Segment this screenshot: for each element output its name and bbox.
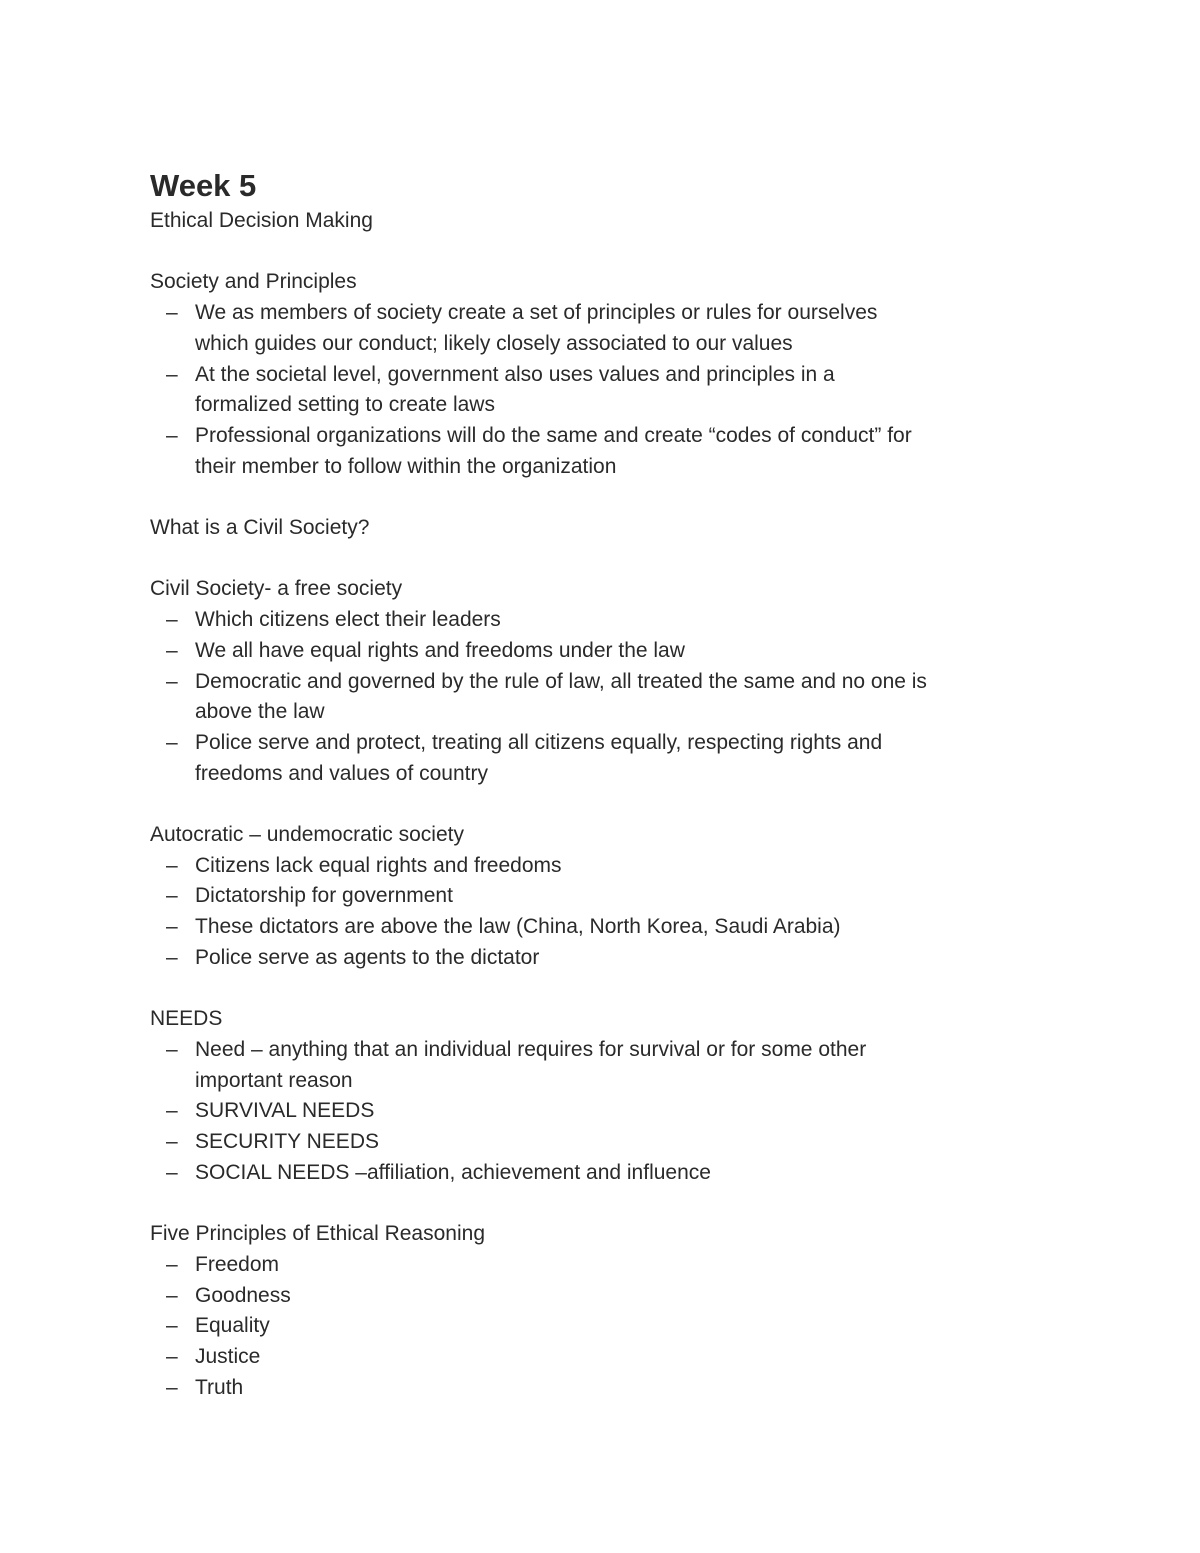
spacer bbox=[150, 789, 1070, 820]
dash-bullet-icon: – bbox=[166, 1130, 178, 1154]
page-subtitle: Ethical Decision Making bbox=[150, 209, 373, 232]
spacer bbox=[150, 237, 1070, 268]
list-item bbox=[150, 298, 1070, 359]
list-item-text: SURVIVAL NEEDS bbox=[195, 1099, 375, 1123]
dash-bullet-icon: – bbox=[166, 1344, 178, 1368]
dash-bullet-icon: – bbox=[166, 362, 178, 386]
dash-bullet-icon: – bbox=[166, 1314, 178, 1338]
list-item bbox=[150, 728, 1070, 789]
list-item-text: Which citizens elect their leaders bbox=[195, 608, 501, 632]
document-page bbox=[150, 168, 1070, 1403]
section-heading: NEEDS bbox=[150, 1007, 223, 1031]
list-item bbox=[150, 1342, 1070, 1373]
list-item-text: At the societal level, government also uses values and principles in a formalized setting to create laws bbox=[195, 362, 835, 417]
bullet-list bbox=[150, 298, 1070, 482]
bullet-list bbox=[150, 851, 1070, 974]
section-what-is-civil-society bbox=[150, 513, 1070, 544]
list-item bbox=[150, 1096, 1070, 1127]
dash-bullet-icon: – bbox=[166, 1283, 178, 1307]
list-item bbox=[150, 943, 1070, 974]
dash-bullet-icon: – bbox=[166, 1037, 178, 1061]
dash-bullet-icon: – bbox=[166, 945, 178, 969]
list-item bbox=[150, 1311, 1070, 1342]
dash-bullet-icon: – bbox=[166, 1099, 178, 1123]
dash-bullet-icon: – bbox=[166, 915, 178, 939]
list-item bbox=[150, 1158, 1070, 1189]
spacer bbox=[150, 1188, 1070, 1219]
dash-bullet-icon: – bbox=[166, 608, 178, 632]
section-heading: Autocratic – undemocratic society bbox=[150, 823, 464, 846]
list-item-text: Need – anything that an individual requires for survival or for some other important reason bbox=[195, 1037, 867, 1092]
dash-bullet-icon: – bbox=[166, 638, 178, 662]
list-item bbox=[150, 421, 1070, 482]
list-item bbox=[150, 851, 1070, 882]
section-autocratic bbox=[150, 820, 1070, 974]
list-item-text: We as members of society create a set of principles or rules for ourselves which guides our conduct; likely closely associated to our values bbox=[195, 301, 878, 355]
dash-bullet-icon: – bbox=[166, 423, 178, 447]
section-heading: Society and Principles bbox=[150, 270, 357, 294]
list-item bbox=[150, 667, 1070, 728]
dash-bullet-icon: – bbox=[166, 301, 178, 325]
dash-bullet-icon: – bbox=[166, 1252, 178, 1276]
dash-bullet-icon: – bbox=[166, 853, 178, 877]
page-title: Week 5 bbox=[150, 168, 257, 203]
list-item bbox=[150, 1373, 1070, 1404]
spacer bbox=[150, 974, 1070, 1005]
spacer bbox=[150, 544, 1070, 575]
list-item-text: Truth bbox=[195, 1375, 244, 1399]
list-item-text: Goodness bbox=[195, 1283, 291, 1307]
list-item-text: Freedom bbox=[195, 1252, 280, 1276]
list-item-text: These dictators are above the law (China, North Korea, Saudi Arabia) bbox=[195, 915, 841, 939]
list-item bbox=[150, 1281, 1070, 1312]
section-heading: Civil Society- a free society bbox=[150, 577, 403, 601]
list-item-text: SECURITY NEEDS bbox=[195, 1130, 379, 1154]
section-society-and-principles bbox=[150, 267, 1070, 482]
list-item-text: Citizens lack equal rights and freedoms bbox=[195, 853, 562, 877]
list-item-text: Police serve and protect, treating all citizens equally, respecting rights and freedoms and values of country bbox=[195, 730, 883, 785]
bullet-list bbox=[150, 1035, 1070, 1189]
list-item-text: Democratic and governed by the rule of law, all treated the same and no one is above the law bbox=[195, 669, 927, 724]
spacer bbox=[150, 482, 1070, 513]
dash-bullet-icon: – bbox=[166, 730, 178, 754]
list-item-text: Justice bbox=[195, 1344, 261, 1368]
bullet-list bbox=[150, 1250, 1070, 1404]
section-heading: Five Principles of Ethical Reasoning bbox=[150, 1222, 485, 1246]
list-item bbox=[150, 912, 1070, 943]
section-needs bbox=[150, 1004, 1070, 1188]
section-heading: What is a Civil Society? bbox=[150, 516, 370, 539]
list-item-text: Professional organizations will do the same and create “codes of conduct” for their member to follow within the organization bbox=[195, 423, 912, 478]
list-item bbox=[150, 636, 1070, 667]
list-item bbox=[150, 1127, 1070, 1158]
dash-bullet-icon: – bbox=[166, 1375, 178, 1399]
list-item-text: We all have equal rights and freedoms under the law bbox=[195, 638, 685, 662]
list-item bbox=[150, 360, 1070, 421]
dash-bullet-icon: – bbox=[166, 1160, 178, 1184]
list-item bbox=[150, 1250, 1070, 1281]
section-five-principles bbox=[150, 1219, 1070, 1403]
list-item-text: Police serve as agents to the dictator bbox=[195, 945, 540, 969]
list-item bbox=[150, 1035, 1070, 1096]
bullet-list bbox=[150, 605, 1070, 789]
list-item-text: Equality bbox=[195, 1314, 270, 1338]
dash-bullet-icon: – bbox=[166, 884, 178, 908]
list-item-text: Dictatorship for government bbox=[195, 884, 453, 908]
section-civil-society bbox=[150, 574, 1070, 789]
list-item bbox=[150, 605, 1070, 636]
list-item bbox=[150, 881, 1070, 912]
dash-bullet-icon: – bbox=[166, 669, 178, 693]
list-item-text: SOCIAL NEEDS –affiliation, achievement and influence bbox=[195, 1160, 711, 1184]
